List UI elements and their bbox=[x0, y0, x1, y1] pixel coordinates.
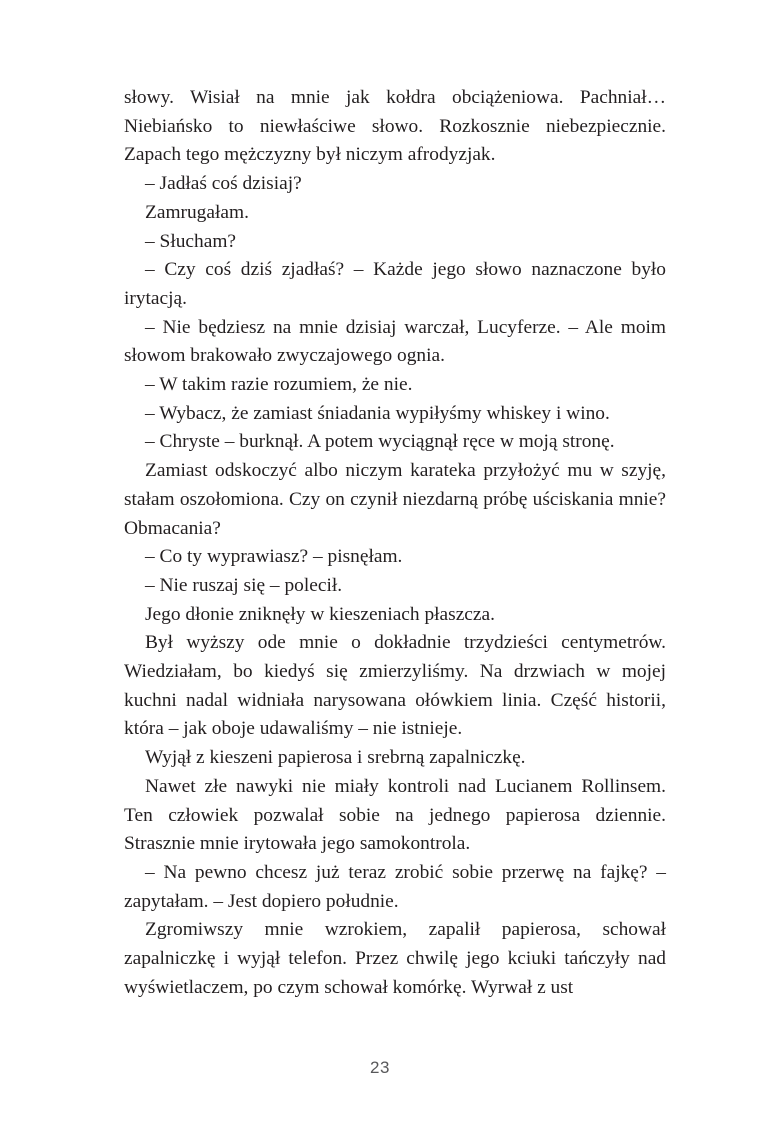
paragraph: Zamiast odskoczyć albo niczym karateka przyłożyć mu w szyję, stałam oszołomiona. Czy on czynił niezdarną próbę uściskania mnie? Obmacania? bbox=[124, 460, 666, 539]
paragraph: – Czy coś dziś zjadłaś? – Każde jego słowo naznaczone było irytacją. bbox=[124, 259, 666, 309]
paragraph: – Na pewno chcesz już teraz zrobić sobie przerwę na fajkę? – zapytałam. – Jest dopiero południe. bbox=[124, 861, 666, 912]
paragraph: Jego dłonie zniknęły w kieszeniach płaszcza. bbox=[145, 603, 495, 625]
paragraph: – W takim razie rozumiem, że nie. bbox=[145, 374, 413, 396]
paragraph: słowy. Wisiał na mnie jak kołdra obciążeniowa. Pachniał… Niebiańsko to niewłaściwe słowo. Rozkosznie niebezpiecznie. Zapach tego mężczyzny był niczym afrodyzjak. bbox=[124, 87, 666, 166]
paragraph: Zamrugałam. bbox=[145, 201, 249, 223]
paragraph: Wyjął z kieszeni papierosa i srebrną zapalniczkę. bbox=[145, 747, 526, 769]
paragraph: – Co ty wyprawiasz? – pisnęłam. bbox=[145, 546, 403, 568]
page-number: 23 bbox=[370, 1058, 390, 1077]
paragraph: – Wybacz, że zamiast śniadania wypiłyśmy whiskey i wino. bbox=[145, 402, 610, 424]
paragraph: Zgromiwszy mnie wzrokiem, zapalił papierosa, schował zapalniczkę i wyjął telefon. Przez chwilę jego kciuki tańczyły nad wyświetlaczem, po czym schował komórkę. Wyrwał z ust bbox=[124, 919, 666, 998]
page-body-text bbox=[124, 84, 666, 1003]
paragraph: Nawet złe nawyki nie miały kontroli nad Lucianem Rollinsem. Ten człowiek pozwalał sobie na jednego papierosa dziennie. Strasznie mnie irytowała jego samokontrola. bbox=[124, 775, 666, 855]
paragraph: – Nie ruszaj się – polecił. bbox=[145, 574, 343, 596]
paragraph: Był wyższy ode mnie o dokładnie trzydzieści centymetrów. Wiedziałam, bo kiedyś się zmierzyliśmy. Na drzwiach w mojej kuchni nadal widniała narysowana ołówkiem linia. Część historii, która – jak oboje udawaliśmy – nie istnieje. bbox=[124, 632, 666, 740]
paragraph: – Chryste – burknął. A potem wyciągnął ręce w moją stronę. bbox=[145, 431, 615, 453]
paragraph: – Słucham? bbox=[145, 230, 237, 252]
paragraph: – Jadłaś coś dzisiaj? bbox=[145, 173, 302, 195]
paragraph: – Nie będziesz na mnie dzisiaj warczał, Lucyferze. – Ale moim słowom brakowało zwyczajowego ognia. bbox=[124, 316, 666, 367]
